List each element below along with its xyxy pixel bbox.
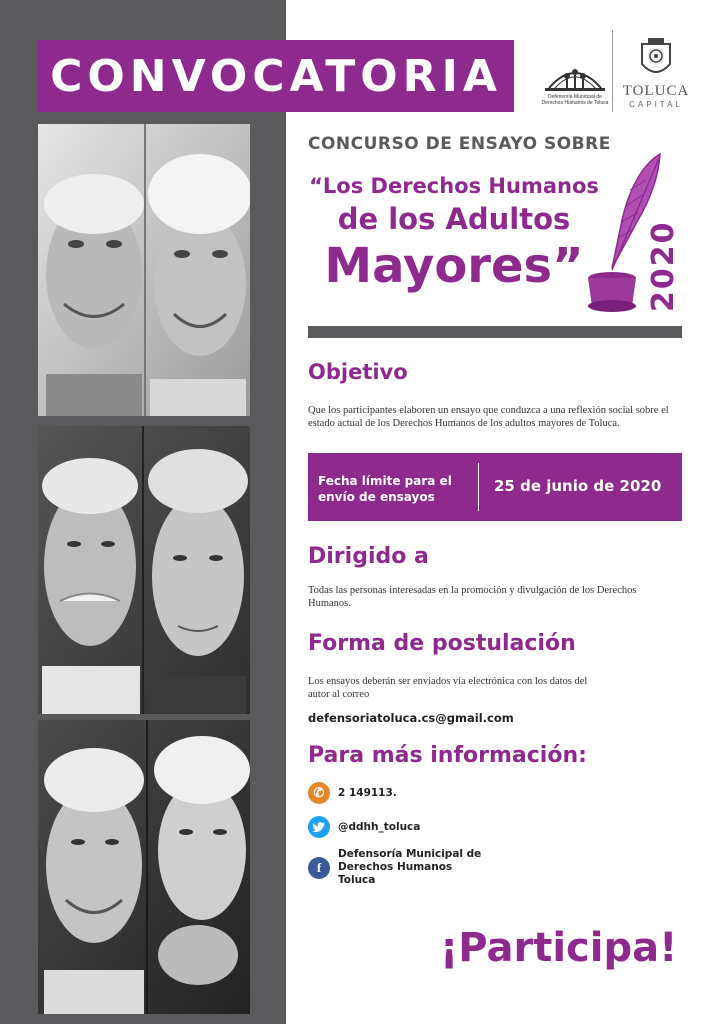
title-line-3: Mayores” [324, 238, 584, 294]
deadline-box [308, 453, 682, 521]
title-line-2: de los Adultos [337, 202, 571, 236]
contact-email[interactable]: defensoriatoluca.cs@gmail.com [308, 711, 514, 725]
institution-logos [535, 30, 695, 115]
defensoria-logo-caption: Defensoría Municipal de Derechos Humanos de Toluca [541, 94, 609, 106]
postulacion-text: Los ensayos deberán ser enviados vía electrónica con los datos del autor al correo [308, 676, 588, 700]
contact-twitter [308, 816, 420, 838]
postulacion-heading: Forma de postulación [308, 631, 576, 656]
twitter-icon [308, 816, 330, 838]
contact-phone [308, 782, 397, 804]
phone-number: 2 149113. [338, 786, 397, 799]
contact-facebook [308, 848, 488, 887]
logo-divider [612, 30, 613, 112]
facebook-icon: f [308, 857, 330, 879]
deadline-date: 25 de junio de 2020 [494, 477, 662, 495]
info-heading: Para más información: [308, 743, 587, 768]
objetivo-heading: Objetivo [308, 360, 408, 384]
twitter-handle[interactable]: @ddhh_toluca [338, 820, 421, 833]
section-divider [308, 326, 682, 338]
banner-title: CONVOCATORIA [50, 50, 502, 102]
contest-year: 2020 [646, 220, 681, 312]
photo-elderly-couple-3 [38, 720, 250, 1014]
toluca-logo-sub: CAPITAL [629, 100, 683, 109]
defensoria-logo [541, 48, 609, 116]
title-line-1: “Los Derechos Humanos [309, 174, 599, 198]
objetivo-text: Que los participantes elaboren un ensayo que conduzca a una reflexión social sobre el estado actual de los Derechos Humanos de los adultos mayores de Toluca. [308, 405, 669, 429]
participa-cta: ¡Participa! [440, 925, 678, 971]
contest-kicker: CONCURSO DE ENSAYO SOBRE [308, 134, 611, 154]
contest-title [304, 172, 604, 294]
deadline-separator [478, 463, 479, 511]
dirigido-text: Todas las personas interesadas en la promoción y divulgación de los Derechos Humanos. [308, 585, 637, 609]
dirigido-heading: Dirigido a [308, 544, 429, 569]
photo-elderly-couple-1 [38, 124, 250, 416]
deadline-label: Fecha límite para el envío de ensayos [318, 474, 452, 504]
toluca-logo [621, 36, 691, 114]
facebook-page[interactable]: Defensoría Municipal de Derechos Humanos Toluca [338, 848, 482, 886]
photo-elderly-couple-2 [38, 426, 250, 714]
convocatoria-banner [38, 40, 514, 112]
toluca-logo-name: TOLUCA [622, 83, 690, 99]
phone-icon: ✆ [308, 782, 330, 804]
